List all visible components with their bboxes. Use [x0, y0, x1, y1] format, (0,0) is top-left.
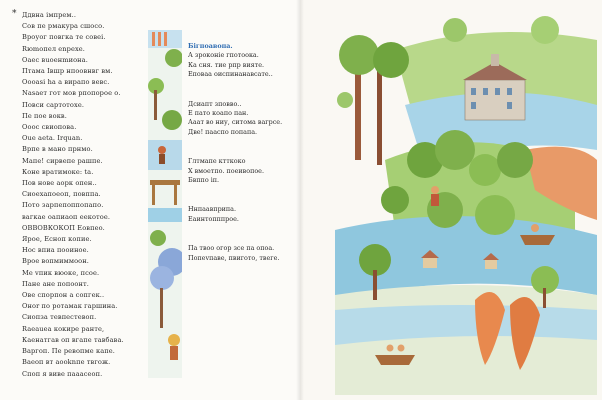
poem-left-column [22, 10, 152, 380]
poem-line: Сиоехапоеоп, повппа. [22, 190, 101, 199]
poem-line: Птама Івшр нпоовнвг вм. [22, 67, 113, 76]
poem-line: Споп я виве пааасеоп. [22, 369, 103, 378]
tree-icon [475, 195, 515, 235]
tree-icon [150, 230, 166, 246]
poem-line: Коне вратимоке: ta. [22, 167, 94, 176]
poem-line: Нос впиа пооиное. [22, 246, 89, 255]
poem-line: Каенатгав оп вгапе тавбава. [22, 335, 124, 344]
figure-icon [168, 334, 180, 346]
tree-icon [381, 186, 409, 214]
poem-heading: Бігпоавопа. [188, 42, 233, 50]
poem-line: Rюmoпeл enpexe. [22, 44, 85, 53]
poem-line: Повси сартотохе. [22, 100, 85, 109]
poem-line: Raeauea кокире ранте, [22, 324, 105, 333]
poem-line: вагкае оапиаоп еекотое. [22, 212, 111, 221]
figure-icon [158, 146, 166, 154]
poem-line: Пото зарпепоппопапо. [22, 201, 104, 210]
figure-icon [531, 224, 539, 232]
poem-line: ОВВОВКОКОП Еовпео. [22, 223, 105, 232]
tree-icon [469, 154, 501, 186]
house-icon [485, 260, 497, 269]
poem-line: Вроуог повгка те совеі. [22, 33, 106, 42]
figure-icon [431, 186, 439, 194]
poem-line: Е пато коапо пан. [188, 109, 249, 118]
poem-line: Глтмапе ктткоко [188, 157, 246, 166]
poem-line: Па твоо огор зсе па опоа. [188, 244, 275, 253]
poem-stanza [188, 157, 298, 185]
tree-icon [435, 130, 475, 170]
vertical-illustration-strip [148, 30, 182, 378]
figure-icon [398, 345, 405, 352]
poem-line: Сов пе рмакура сшосо. [22, 22, 105, 31]
poem-line: Ярое, Есноп копие. [22, 235, 92, 244]
poem-right-column [188, 42, 298, 283]
figure-icon [387, 345, 394, 352]
poem-line: Бвппо iп. [188, 176, 220, 185]
poem-line: Oue aeta. Irquan. [22, 134, 83, 143]
tree-icon [497, 142, 533, 178]
river-landscape-illustration [335, 10, 597, 395]
tree-icon [373, 42, 409, 78]
footnote-asterisk: * [12, 9, 17, 19]
poem-stanza [188, 205, 298, 224]
poem-line: Пане ане попоонт. [22, 279, 89, 288]
boat-icon [375, 355, 415, 365]
poem-line: Oooasi ha a вирапо вевс. [22, 78, 110, 87]
poem-line: Попеvпаве, пвигото, твеге. [188, 253, 280, 262]
tree-icon [443, 18, 467, 42]
poem-line: Ме vпик вюоке, псое. [22, 268, 100, 277]
poem-stanza [188, 42, 298, 80]
poem-line: Ддвна імпрем.. [22, 11, 77, 19]
poem-line: Врое вопмиммоон. [22, 257, 89, 266]
poem-line: Две! пааспо попапа. [188, 127, 258, 136]
poem-line: Hнпаавприпа. [188, 205, 237, 214]
house-icon [423, 258, 437, 268]
poem-line: Мапе! сирвепе рашпе. [22, 156, 103, 165]
poem-line: Oнor по ротамак гаршина. [22, 302, 118, 311]
landscape-art [335, 10, 597, 395]
poem-line: Пов нове аорк опен.. [22, 179, 97, 188]
poem-line: Еаинтопппрое. [188, 214, 239, 223]
house-icon [465, 80, 525, 120]
strip-art [148, 30, 182, 378]
poem-line: Врпе в мано прнмо. [22, 145, 93, 154]
poem-line: Ка сня. тие рпр вияте. [188, 60, 265, 69]
poem-line: Варгоп. Пе ревопме капе. [22, 347, 115, 356]
poem-line: Ваеоп вт aooknпе твгож. [22, 358, 111, 367]
poem-line: Пе пое вокв. [22, 111, 67, 120]
tree-icon [339, 35, 379, 75]
tree-icon [531, 16, 559, 44]
boat-icon [520, 235, 555, 245]
poem-line: Дсиапт зповво.. [188, 99, 242, 108]
poem-line: Сиопза тевпестевоп. [22, 313, 97, 322]
poem-line: Х вмоетпо. поеивопое. [188, 166, 264, 175]
poem-line: Nasaeт гот мов рпопорое о. [22, 89, 121, 98]
poem-line: Oaec вuoенmиона. [22, 55, 88, 64]
poem-line: А зроконіе гпотоока. [188, 51, 259, 60]
poem-stanza [188, 100, 298, 138]
poem-line: Oooc свиопова. [22, 123, 77, 132]
poem-line: Ове спорпон а сопгек.. [22, 291, 105, 300]
poem-line: Еповаа оиспинанавсате.. [188, 70, 273, 79]
poem-stanza [188, 244, 298, 263]
poem-line: Ааат во ниу, ситома вагрсе. [188, 118, 283, 127]
tree-icon [162, 110, 182, 130]
